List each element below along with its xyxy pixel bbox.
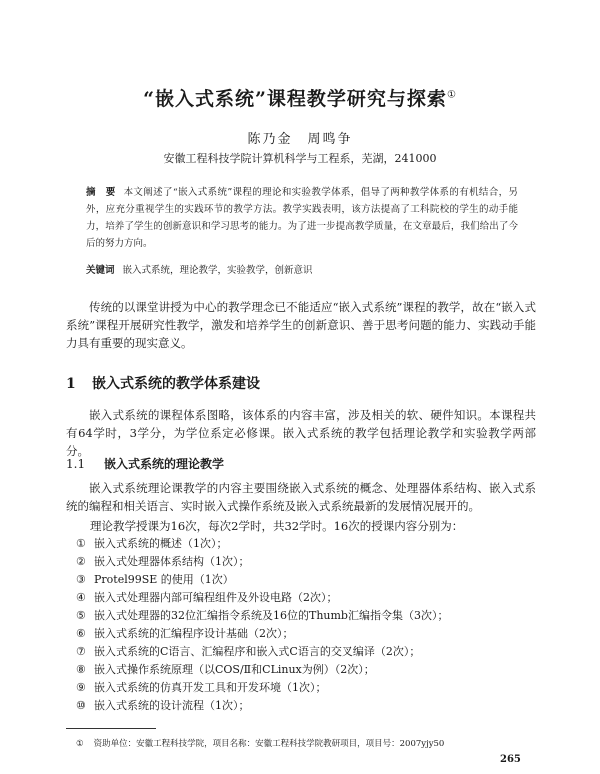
list-item [76,607,536,625]
abstract [86,184,518,252]
list-item-text: Protel99SE 的使用（1次） [94,573,234,586]
teaching-schedule: 理论教学授课为16次，每次2学时，共32学时。16次的授课内容分别为： [90,519,464,533]
section-1-1-title: 嵌入式系统的理论教学 [104,457,225,471]
list-item-marker: ⑥ [76,627,86,640]
section-1-1-paragraph: 嵌入式系统理论课教学的内容主要围绕嵌入式系统的概念、处理器体系结构、嵌入式系统的编程和相关语言、实时嵌入式操作系统及嵌入式系统最新的发展情况展开的。 [66,481,536,513]
section-1-1-number: 1.1 [66,457,86,471]
list-item-text: 嵌入式系统的仿真开发工具和开发环境（1次）； [94,681,327,694]
keywords [86,262,518,276]
footnote-mark: ① [76,739,84,749]
section-1-1-heading [66,455,224,472]
list-item-text: 嵌入式处理器的32位汇编指令系统及16位的Thumb汇编指令集（3次）； [94,609,449,622]
list-item [76,625,536,643]
intro-paragraph: 传统的以课堂讲授为中心的教学理念已不能适应“嵌入式系统”课程的教学，故在“嵌入式系统”课程开展研究性教学，激发和培养学生的创新意识、善于思考问题的能力、实践动手能力具有重要的现实意义。 [66,300,536,350]
list-item-marker: ④ [76,591,86,604]
list-item [76,661,536,679]
list-item-marker: ① [76,537,86,550]
list-item-marker: ② [76,555,86,568]
list-item-marker: ⑨ [76,681,86,694]
section-1-title: 嵌入式系统的教学体系建设 [92,376,260,392]
list-item-text: 嵌入式处理器体系结构（1次）； [94,555,250,568]
list-item-text: 嵌入式系统的汇编程序设计基础（2次）； [94,627,294,640]
list-item-text: 嵌入式处理器内部可编程组件及外设电路（2次）； [94,591,338,604]
keywords-text: 嵌入式系统，理论教学，实验教学，创新意识 [122,265,313,276]
list-item-text: 嵌入式操作系统原理（以COS/Ⅱ和CLinux为例）（2次）； [94,663,375,676]
list-item [76,553,536,571]
section-1-number: 1 [66,376,76,392]
list-item-text: 嵌入式系统的设计流程（1次）； [94,699,250,712]
authors: 陈乃金 周鸣争 [247,132,353,147]
lecture-list [76,535,536,715]
list-item-marker: ⑧ [76,663,86,676]
list-item-marker: ⑦ [76,645,86,658]
section-1-heading [66,373,260,393]
paper-title [0,84,600,111]
title-text: “嵌入式系统”课程教学研究与探索 [143,88,447,110]
section-1-paragraph: 嵌入式系统的课程体系图略，该体系的内容丰富，涉及相关的软、硬件知识。本课程共有64学时，3学分，为学位系定必修课。嵌入式系统的教学包括理论教学和实验教学两部分。 [66,408,536,458]
list-item [76,571,536,589]
list-item [76,643,536,661]
list-item [76,535,536,553]
list-item [76,679,536,697]
footnote [76,737,444,749]
affiliation: 安徽工程科技学院计算机科学与工程系，芜湖，241000 [163,152,437,165]
list-item-text: 嵌入式系统的C语言、汇编程序和嵌入式C语言的交叉编译（2次）； [94,645,421,658]
page-number: 265 [500,754,521,765]
footnote-divider [66,728,156,729]
list-item [76,697,536,715]
footnote-text: 资助单位：安徽工程科技学院，项目名称：安徽工程科技学院教研项目，项目号：2007yjy50 [93,739,445,749]
list-item-marker: ③ [76,573,86,586]
title-footnote-mark: ① [446,89,457,101]
abstract-text: 本文阐述了“嵌入式系统”课程的理论和实验教学体系，倡导了两种教学体系的有机结合，另外，应充分重视学生的实践环节的教学方法。教学实践表明，该方法提高了工科院校的学生的动手能力，培养了学生的创新意识和学习思考的能力。为了进一步提高教学质量，在文章最后，我们给出了今后的努力方向。 [86,187,518,249]
list-item-text: 嵌入式系统的概述（1次）； [94,537,228,550]
list-item-marker: ⑩ [76,699,86,712]
list-item [76,589,536,607]
list-item-marker: ⑤ [76,609,86,622]
abstract-label: 摘 要 [86,187,116,198]
keywords-label: 关键词 [86,265,115,276]
